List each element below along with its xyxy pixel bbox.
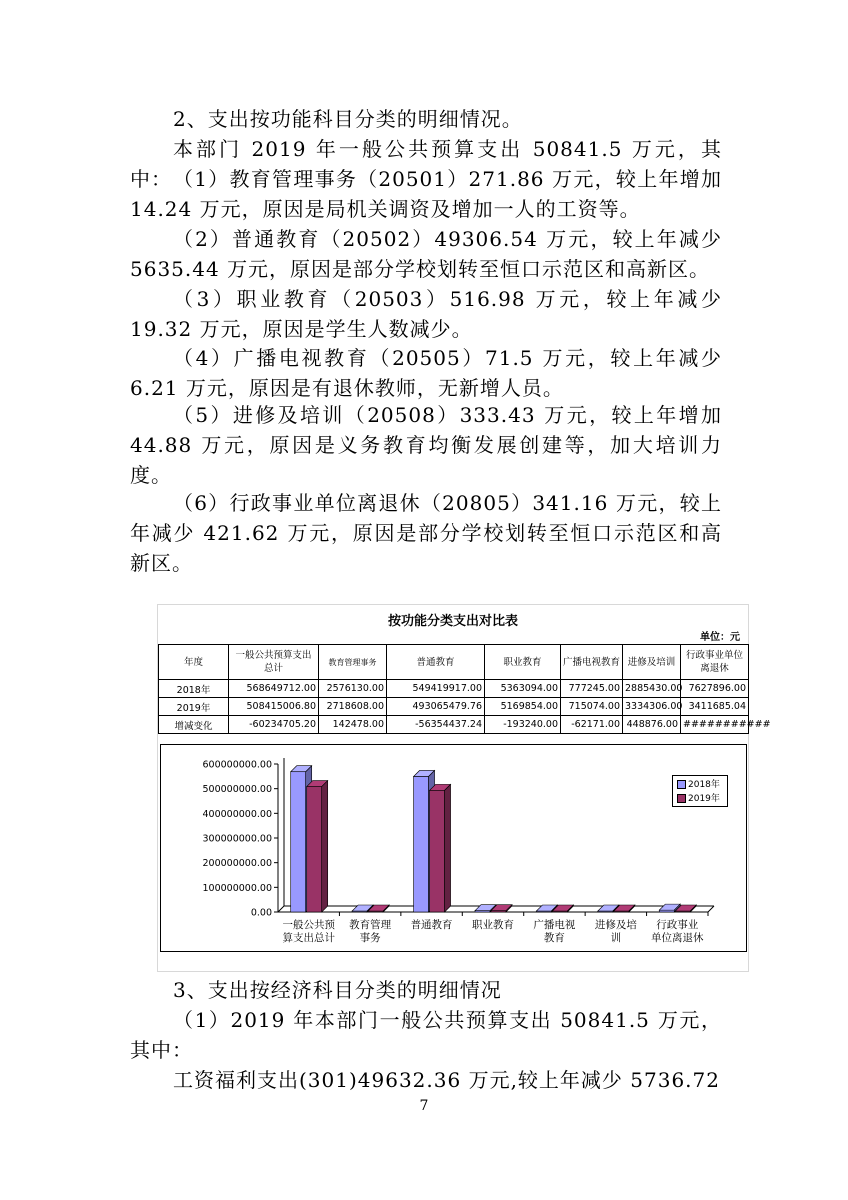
bar-side-face — [445, 784, 451, 912]
table-cell: 777245.00 — [561, 680, 623, 698]
y-tick-label: 500000000.00 — [202, 784, 272, 796]
summary-paragraph: 本部门 2019 年一般公共预算支出 50841.5 万元，其中： — [130, 137, 722, 191]
comparison-table — [158, 644, 771, 734]
x-tick-label: 职业教育 — [472, 919, 514, 931]
x-tick-label: 单位离退休 — [651, 932, 704, 944]
table-cell: -62171.00 — [561, 716, 623, 734]
y-tick-label: 300000000.00 — [202, 833, 272, 845]
bar-2018 — [291, 772, 306, 912]
x-tick-label: 教育 — [543, 932, 565, 944]
table-unit: 单位：元 — [700, 632, 740, 643]
table-cell: ########### — [681, 716, 749, 734]
legend-swatch — [677, 780, 686, 789]
item-paragraph-5: （5）进修及培训（20508）333.43 万元，较上年增加 44.88 万元，原因是义务教育均衡发展创建等，加大培训力度。 — [130, 403, 730, 487]
x-tick-label: 一般公共预 — [282, 919, 335, 931]
table-cell: 2885430.00 — [623, 680, 681, 698]
table-cell: 3334306.00 — [623, 698, 681, 716]
salary-paragraph: 工资福利支出(301)49632.36 万元,较上年减少 5736.72 — [173, 1068, 720, 1092]
bar-2019 — [430, 790, 445, 912]
legend-item-2018 — [677, 779, 720, 791]
table-cell: 493065479.76 — [387, 698, 485, 716]
x-tick-label: 行政事业 — [656, 919, 699, 931]
table-row — [159, 680, 749, 698]
section-heading-3: 3、支出按经济科目分类的明细情况 — [173, 978, 502, 1002]
floor-right-edge — [708, 906, 714, 912]
table-row — [159, 698, 749, 716]
item-paragraph-1: （1）教育管理事务（20501）271.86 万元，较上年增加 14.24 万元，原因是局机关调资及增加一人的工资等。 — [130, 167, 730, 221]
table-cell: 508415006.80 — [229, 698, 319, 716]
legend-item-2019 — [677, 793, 720, 805]
table-cell: -60234705.20 — [229, 716, 319, 734]
table-header-cell: 教育管理事务 — [319, 645, 387, 680]
table-cell: 3411685.04 — [681, 698, 749, 716]
table-header-cell: 年度 — [159, 645, 229, 680]
table-cell: 5169854.00 — [485, 698, 561, 716]
legend-label: 2018年 — [688, 780, 720, 790]
x-tick-label: 广播电视 — [533, 919, 576, 931]
bar-side-face — [322, 781, 328, 912]
table-cell: 2718608.00 — [319, 698, 387, 716]
economic-summary-paragraph: （1）2019 年本部门一般公共预算支出 50841.5 万元，其中： — [130, 1008, 722, 1062]
table-cell: 715074.00 — [561, 698, 623, 716]
chart-legend — [672, 775, 728, 807]
x-tick-label: 训 — [610, 932, 622, 944]
table-header-cell: 一般公共预算支出总计 — [229, 645, 319, 680]
table-header-cell: 广播电视教育 — [561, 645, 623, 680]
legend-label: 2019年 — [688, 794, 720, 804]
table-cell: 7627896.00 — [681, 680, 749, 698]
table-header-cell: 进修及培训 — [623, 645, 681, 680]
x-tick-label: 事务 — [359, 932, 381, 944]
bar-2019 — [307, 787, 322, 912]
page-number: 7 — [419, 1098, 429, 1114]
table-header-row — [159, 645, 749, 680]
x-tick-label: 算支出总计 — [282, 932, 335, 944]
table-cell: 2018年 — [159, 680, 229, 698]
axis-depth-edge — [278, 906, 284, 912]
table-cell: 448876.00 — [623, 716, 681, 734]
table-cell: 2019年 — [159, 698, 229, 716]
section-heading-2: 2、支出按功能科目分类的明细情况。 — [173, 107, 523, 131]
x-tick-label: 普通教育 — [410, 919, 453, 931]
table-row — [159, 716, 749, 734]
table-header-cell: 职业教育 — [485, 645, 561, 680]
table-cell: 增减变化 — [159, 716, 229, 734]
bar-2018 — [414, 776, 429, 912]
y-tick-label: 600000000.00 — [202, 759, 272, 771]
x-tick-label: 进修及培 — [594, 919, 637, 931]
table-header-cell: 行政事业单位离退休 — [681, 645, 749, 680]
table-cell: 568649712.00 — [229, 680, 319, 698]
y-tick-label: 200000000.00 — [202, 858, 272, 870]
legend-swatch — [677, 794, 686, 803]
y-tick-label: 400000000.00 — [202, 808, 272, 820]
table-title: 按功能分类支出对比表 — [387, 614, 518, 629]
table-cell: 5363094.00 — [485, 680, 561, 698]
table-cell: 2576130.00 — [319, 680, 387, 698]
item-paragraph-2: （2）普通教育（20502）49306.54 万元，较上年减少 5635.44 万元，原因是部分学校划转至恒口示范区和高新区。 — [130, 227, 730, 281]
bar-chart — [160, 744, 747, 952]
y-tick-label: 100000000.00 — [202, 882, 272, 894]
table-cell: 142478.00 — [319, 716, 387, 734]
x-tick-label: 教育管理 — [349, 919, 392, 931]
item-paragraph-4: （4）广播电视教育（20505）71.5 万元，较上年减少 6.21 万元，原因是有退休教师，无新增人员。 — [130, 346, 730, 400]
table-header-cell: 普通教育 — [387, 645, 485, 680]
item-paragraph-3: （3）职业教育（20503）516.98 万元，较上年减少 19.32 万元，原因是学生人数减少。 — [130, 287, 730, 341]
y-tick-label: 0.00 — [250, 907, 272, 919]
table-cell: -193240.00 — [485, 716, 561, 734]
table-cell: -56354437.24 — [387, 716, 485, 734]
table-cell: 549419917.00 — [387, 680, 485, 698]
item-paragraph-6: （6）行政事业单位离退休（20805）341.16 万元，较上年减少 421.62 万元，原因是部分学校划转至恒口示范区和高新区。 — [130, 491, 722, 575]
